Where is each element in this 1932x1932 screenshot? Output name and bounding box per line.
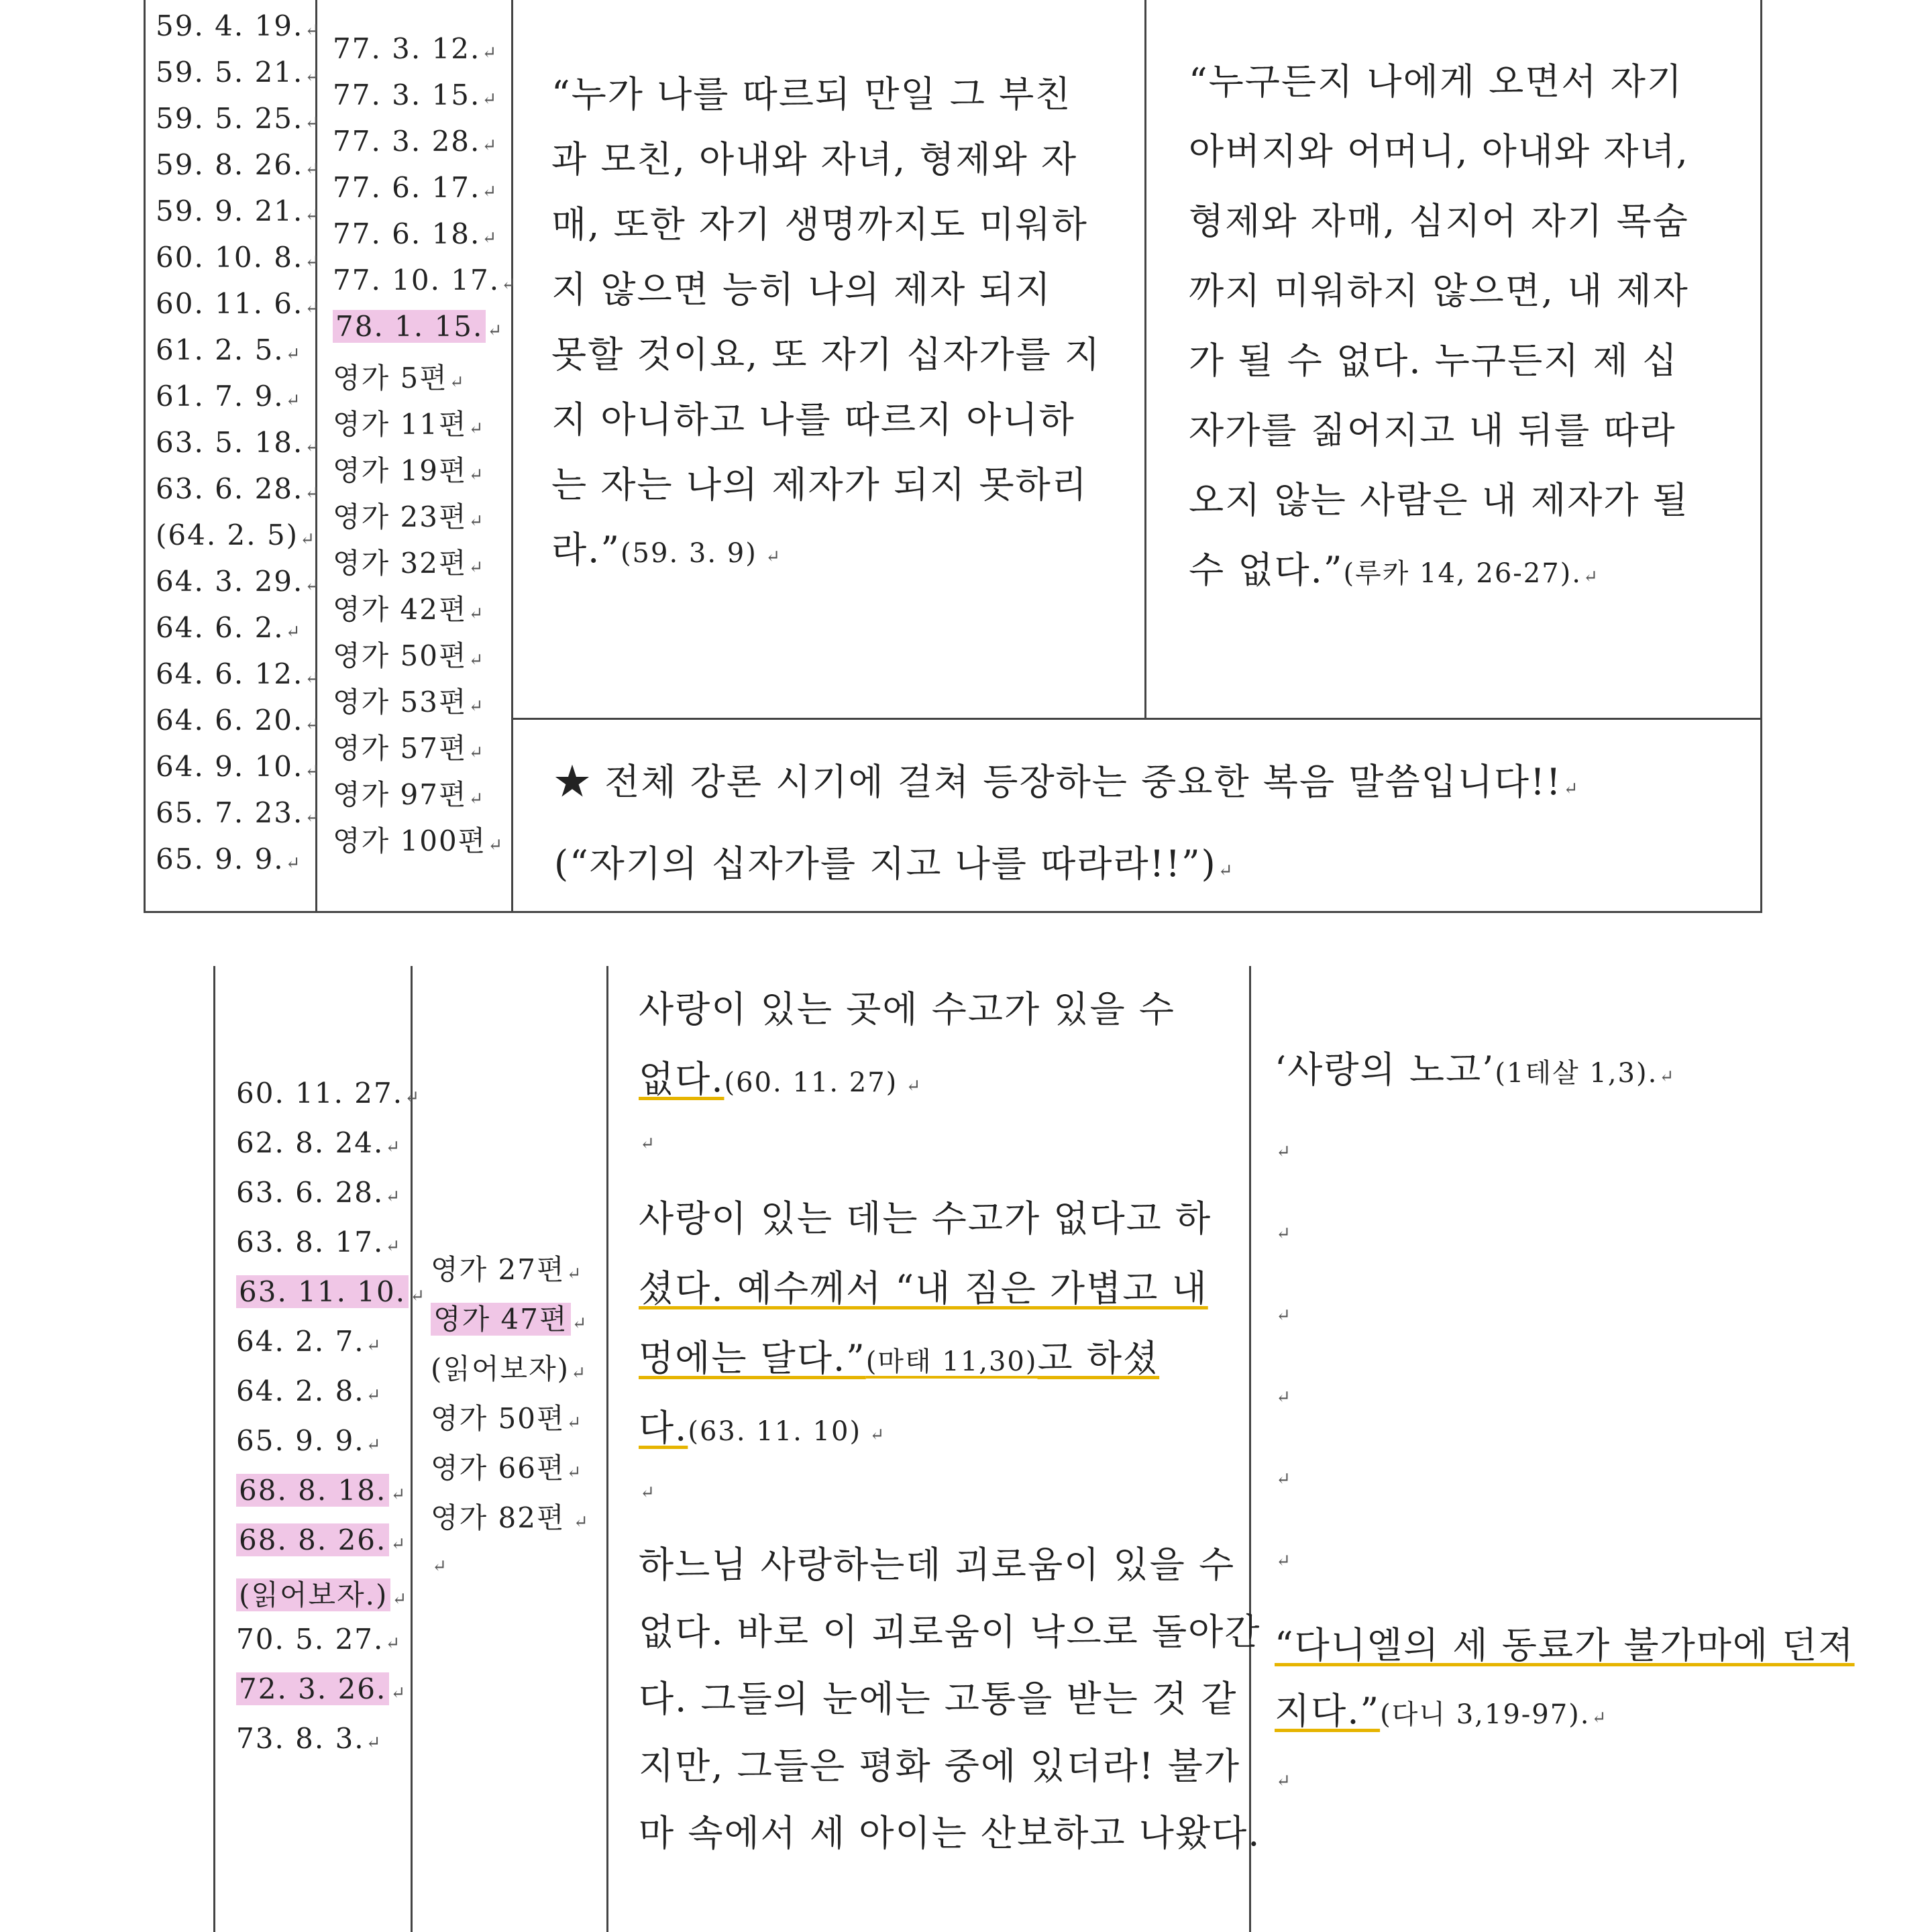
border-mid [1144,0,1146,718]
date-item-highlighted: 63. 11. 10. ↵ [236,1275,426,1308]
date-item: 영가 50편↵ [431,1402,583,1435]
date-item: 59. 4. 19.↵ [156,9,321,42]
text-line: 없다. [639,1058,724,1100]
date-item: 77. 6. 18.↵ [333,217,498,250]
quote-line: 매, 또한 자기 생명까지도 미워하 [551,203,1088,246]
date-item-highlighted: 72. 3. 26. ↵ [236,1672,407,1705]
date-item: 65. 9. 9.↵ [156,843,302,875]
date-item: 63. 6. 28.↵ [156,472,321,505]
date-item: 64. 2. 8.↵ [236,1375,382,1407]
text-line: 사랑이 있는 곳에 수고가 있을 수 [639,988,1175,1030]
note-line: 전체 강론 시기에 걸쳐 등장하는 중요한 복음 말씀입니다!! [604,761,1562,803]
quote-new-translation: “누구든지 나에게 오면서 자기 아버지와 어머니, 아내와 자녀, 형제와 자매, 심지어 자기 목숨 까지 미워하지 않으면, 내 제자 가 될 수 없다. 누구든지 제 십 자가를 짊어지고 내 뒤를 따라 오지 않는 사람은 내 제자가 될 수 없다.”(루카 14, 26-27).↵ [1189,47,1752,612]
important-note: ★ 전체 강론 시기에 걸쳐 등장하는 중요한 복음 말씀입니다!!↵ (“자기의 십자가를 지고 나를 따라라!!”)↵ [554,761,1580,885]
date-item: 영가 66편↵ [431,1452,583,1485]
quote-line: 는 자는 나의 제자가 되지 못하리 [551,464,1088,506]
note-line: (“자기의 십자가를 지고 나를 따라라!!”) [554,843,1217,885]
quote-line: 지 아니하고 나를 따르지 아니하 [551,398,1075,441]
top-panel [0,0,1932,926]
date-item: 영가 32편↵ [333,547,485,580]
date-item: 영가 50편↵ [333,639,485,672]
date-item: 60. 11. 27.↵ [236,1077,421,1110]
border-left [144,0,146,912]
date-item: 70. 5. 27.↵ [236,1623,402,1656]
border-note-top [511,718,1762,720]
date-item: 61. 2. 5.↵ [156,333,302,366]
quote-line: “누구든지 나에게 오면서 자기 [1189,60,1684,103]
border-left [213,966,215,1932]
text-line: 없다. 바로 이 괴로움이 낙으로 돌아간 [639,1611,1261,1653]
date-item: 60. 10. 8.↵ [156,241,321,274]
text-line: 멍에는 달다.” [639,1337,866,1379]
bottom-panel: 60. 11. 27.↵ 62. 8. 24.↵ 63. 6. 28.↵ 63. 8. 17.↵ 63. 11. 10. ↵ 64. 2. 7.↵ 64. 2. 8.↵ 65. 9. 9.↵ 68. 8. 18. ↵ 68. 8. 26. ↵ (읽어보자.) ↵ 70. 5. 27.↵ 72. 3. 26. ↵ 73. 8. 3.↵ 영가 27편↵ 영가 47편 ↵ (읽어보자)↵ 영가 50편↵ 영가 66편↵ 영가 82편 ↵ ↵ 사랑이 있는 곳에 수고가 있을 수 없다.(60. 11. 27) ↵ ↵ 사랑이 있는 데는 수고가 없다고 하 셨다. 예수께서 “내 짐은 가볍고 내 멍에는 달다.”(마태 11,30)고 하셨 다.(63. 11. 10) ↵ ↵ 하느님 사랑하는데 괴로움이 있을 수 없다. 바로 이 괴로움이 낙으로 돌아간 다. 그들의 눈에는 고통을 받는 것 같 지만, 그들은 평화 중에 있더라! 불가 마 속에서 세 아이는 산보하고 나왔다. ‘사랑의 노고’(1테살 1,3).↵ ↵ ↵ ↵ ↵ ↵ ↵ “다니엘의 세 동료가 불가마에 던져 지다.”(다니 3,19-97).↵ ↵ [0,966,1932,1932]
quote-line: 라.” [551,529,621,571]
border-col2 [606,966,608,1932]
date-item: 64. 9. 10.↵ [156,750,321,783]
border-right [1760,0,1762,912]
date-item: 64. 3. 29.↵ [156,565,321,598]
quote-line: 못할 것이요, 또 자기 십자가를 지 [551,333,1102,376]
date-item: 65. 7. 23.↵ [156,796,321,829]
text-line: ‘사랑의 노고’ [1275,1049,1495,1091]
quote-line: 수 없다.” [1189,549,1344,591]
text-line: 셨다. 예수께서 “내 짐은 가볍고 내 [639,1267,1208,1309]
date-item: 77. 3. 12.↵ [333,32,498,65]
date-item-highlighted: 78. 1. 15. ↵ [333,310,503,343]
date-item: 77. 6. 17.↵ [333,171,498,204]
date-item: 영가 53편↵ [333,686,485,718]
date-item: 영가 97편↵ [333,778,485,811]
quote-line: 가 될 수 없다. 누구든지 제 십 [1189,339,1678,382]
date-item: 77. 10. 17.↵ [333,264,517,297]
quote-line: “누가 나를 따르되 만일 그 부친 [551,73,1072,115]
citation: (60. 11. 27) [724,1067,898,1098]
date-item: (읽어보자)↵ [431,1352,587,1385]
paragraph-mark: ↵ [432,1556,448,1576]
quote-old-translation: “누가 나를 따르되 만일 그 부친 과 모친, 아내와 자녀, 형제와 자 매, 또한 자기 생명까지도 미워하 지 않으면 능히 나의 제자 되지 못할 것이요, 또 자기 십자가를 지 지 아니하고 나를 따르지 아니하 는 자는 나의 제자가 되지 못하리 라.”(59. 3. 9) ↵ [551,62,1135,590]
date-item: 61. 7. 9.↵ [156,380,302,413]
text-line: 사랑이 있는 데는 수고가 없다고 하 [639,1197,1212,1240]
citation: (1테살 1,3). [1495,1058,1658,1089]
citation: (63. 11. 10) [688,1416,862,1447]
quote-line: 자가를 짊어지고 내 뒤를 따라 [1189,409,1676,451]
date-item: 영가 57편↵ [333,732,485,765]
date-item: 영가 11편↵ [333,408,485,441]
date-item: 59. 5. 25.↵ [156,102,321,135]
citation: (다니 3,19-97). [1380,1699,1591,1730]
star-icon: ★ [554,761,592,803]
text-line: 지만, 그들은 평화 중에 있더라! 불가 [639,1745,1240,1787]
date-item: 77. 3. 28.↵ [333,125,498,158]
quote-line: 지 않으면 능히 나의 제자 되지 [551,268,1052,311]
text-line: 마 속에서 세 아이는 산보하고 나왔다. [639,1812,1261,1854]
text-line: 다. 그들의 눈에는 고통을 받는 것 같 [639,1678,1238,1720]
text-line: 하느님 사랑하는데 괴로움이 있을 수 [639,1544,1236,1586]
date-item: 63. 5. 18.↵ [156,426,321,459]
text-line: “다니엘의 세 동료가 불가마에 던져 [1275,1624,1855,1666]
quote-citation: (루카 14, 26-27). [1343,558,1582,589]
date-item: 63. 8. 17.↵ [236,1226,402,1258]
date-item: 64. 2. 7.↵ [236,1325,382,1358]
date-item: 63. 6. 28.↵ [236,1176,402,1209]
border-col2 [511,0,513,912]
date-item: 73. 8. 3.↵ [236,1722,382,1755]
date-item: 64. 6. 20.↵ [156,704,321,737]
date-item: 64. 6. 12.↵ [156,657,321,690]
date-item: 영가 42편↵ [333,593,485,626]
date-item: 59. 5. 21.↵ [156,56,321,89]
date-item: 영가 100편↵ [333,824,504,857]
text-line: 다. [639,1407,688,1449]
date-item-highlighted: 68. 8. 26. ↵ [236,1523,407,1556]
date-item: 64. 6. 2.↵ [156,611,302,644]
border-col1 [411,966,413,1932]
date-item-highlighted: 68. 8. 18. ↵ [236,1474,407,1507]
date-item: 62. 8. 24.↵ [236,1126,402,1159]
date-item: 60. 11. 6.↵ [156,287,321,320]
date-item: 59. 9. 21.↵ [156,195,321,227]
quote-line: 과 모친, 아내와 자녀, 형제와 자 [551,138,1078,180]
citation: (마태 11,30) [865,1346,1038,1377]
text-line: 고 하셨 [1037,1337,1160,1379]
date-item: 영가 82편 ↵ [431,1501,590,1534]
border-col3 [1249,966,1251,1932]
quote-line: 까지 미워하지 않으면, 내 제자 [1189,270,1689,312]
date-item: 영가 19편↵ [333,454,485,487]
date-item: 65. 9. 9.↵ [236,1424,382,1457]
date-item: 영가 5편↵ [333,362,466,394]
date-item: 영가 23편↵ [333,500,485,533]
date-item-highlighted: 영가 47편 ↵ [431,1297,588,1338]
quote-line: 아버지와 어머니, 아내와 자녀, [1189,130,1689,172]
date-item: (64. 2. 5)↵ [156,519,316,551]
date-item-highlighted: (읽어보자.) ↵ [236,1573,408,1613]
date-item: 77. 3. 15.↵ [333,78,498,111]
quote-citation: (59. 3. 9) [620,538,757,569]
quote-line: 형제와 자매, 심지어 자기 목숨 [1189,200,1689,242]
date-item: 59. 8. 26.↵ [156,148,321,181]
text-line: 지다.” [1275,1690,1381,1732]
quote-line: 오지 않는 사람은 내 제자가 될 [1189,479,1689,521]
date-item: 영가 27편↵ [431,1253,583,1286]
border-bottom [144,911,1762,913]
